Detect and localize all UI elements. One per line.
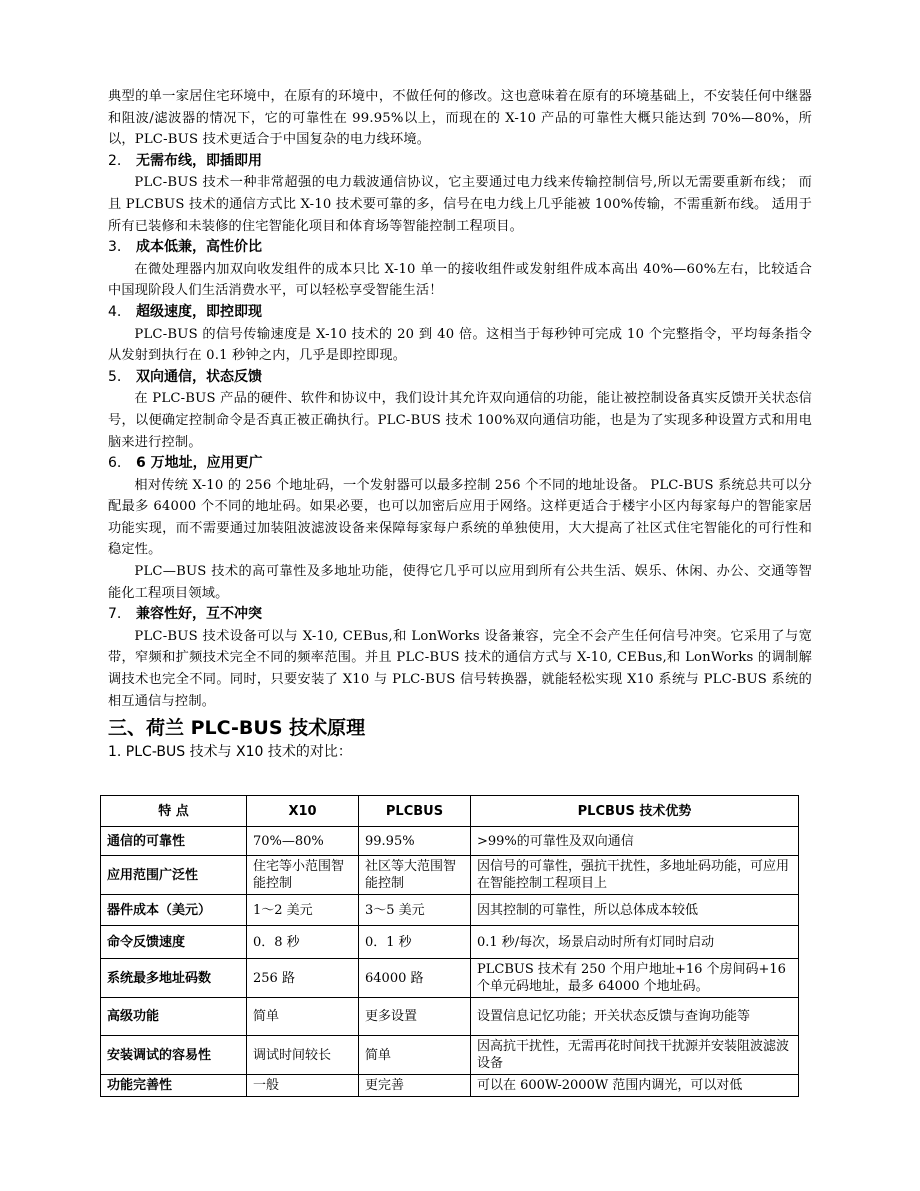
- section-2-heading: 2. 无需布线，即插即用: [108, 152, 262, 169]
- row-feature: 系统最多地址码数: [101, 959, 247, 998]
- table-row: [101, 998, 799, 1036]
- row-feature: 应用范围广泛性: [101, 856, 247, 895]
- section-4-heading: 4. 超级速度，即控即现: [108, 303, 262, 320]
- section-3-heading: 3. 成本低兼，高性价比: [108, 239, 262, 256]
- row-plcbus: 64000 路: [359, 959, 471, 998]
- header-feature: 特 点: [101, 796, 247, 827]
- row-advantage: 因信号的可靠性，强抗干扰性，多地址码功能，可应用在智能控制工程项目上: [471, 856, 799, 895]
- row-x10: 简单: [247, 998, 359, 1036]
- table-row: [101, 827, 799, 856]
- table-row: [101, 926, 799, 959]
- row-feature: 安装调试的容易性: [101, 1036, 247, 1075]
- row-x10: 住宅等小范围智能控制: [247, 856, 359, 895]
- row-x10: 一般: [247, 1075, 359, 1097]
- row-advantage: PLCBUS 技术有 250 个用户地址+16 个房间码+16 个单元码地址，最多 64000 个地址码。: [471, 959, 799, 998]
- table-row: [101, 1075, 799, 1097]
- row-x10: 1～2 美元: [247, 895, 359, 926]
- section-7-heading: 7. 兼容性好，互不冲突: [108, 606, 262, 623]
- section-6-body: 相对传统 X-10 的 256 个地址码，一个发射器可以最多控制 256 个不同的地址设备。 PLC-BUS 系统总共可以分配最多 64000 个不同的地址码。如果必要，也可以加密后应用于网络。这样更适合于楼宇小区内每家每户的智能家居功能实现，而不需要通过加装阻波滤波设备来保障每家每户系统的单独使用，大大提高了社区式住宅智能化的可行性和稳定性。: [108, 477, 812, 558]
- row-x10: 256 路: [247, 959, 359, 998]
- table-row: [101, 959, 799, 998]
- row-feature: 器件成本（美元）: [101, 895, 247, 926]
- table-row: [101, 856, 799, 895]
- row-advantage: >99%的可靠性及双向通信: [471, 827, 799, 856]
- comparison-table: [100, 795, 799, 1097]
- row-advantage: 因高抗干扰性，无需再花时间找干扰源并安装阻波滤波设备: [471, 1036, 799, 1075]
- row-plcbus: 社区等大范围智能控制: [359, 856, 471, 895]
- comparison-subtitle: 1. PLC-BUS 技术与 X10 技术的对比：: [108, 744, 352, 761]
- document-body: [108, 86, 812, 764]
- section-6-body-2: PLC—BUS 技术的高可靠性及多地址功能，使得它几乎可以应用到所有公共生活、娱乐、休闲、办公、交通等智能化工程项目领域。: [108, 564, 812, 601]
- header-plcbus: PLCBUS: [359, 796, 471, 827]
- row-plcbus: 更完善: [359, 1075, 471, 1097]
- section-5-body: 在 PLC-BUS 产品的硬件、软件和协议中，我们设计其允许双向通信的功能，能让被控制设备真实反馈开关状态信号，以便确定控制命令是否真正被正确执行。PLC-BUS 技术 100%双向通信功能，也是为了实现多种设置方式和用电脑来进行控制。: [108, 391, 812, 450]
- row-plcbus: 简单: [359, 1036, 471, 1075]
- row-feature: 高级功能: [101, 998, 247, 1036]
- row-x10: 70%—80%: [247, 827, 359, 856]
- row-advantage: 设置信息记忆功能；开关状态反馈与查询功能等: [471, 998, 799, 1036]
- table-row: [101, 1036, 799, 1075]
- intro-paragraph: 典型的单一家居住宅环境中，在原有的环境中，不做任何的修改。这也意味着在原有的环境基础上，不安装任何中继器和阻波/滤波器的情况下，它的可靠性在 99.95%以上，而现在的 X-10 产品的可靠性大概只能达到 70%—80%，所以，PLC-BUS 技术更适合于中国复杂的电力线环境。: [108, 89, 812, 148]
- section-7-body: PLC-BUS 技术设备可以与 X-10, CEBus,和 LonWorks 设备兼容，完全不会产生任何信号冲突。它采用了与宽带，窄频和扩频技术完全不同的频率范围。并且 PLC-BUS 技术的通信方式与 X-10, CEBus,和 LonWorks 的调制解调技术也完全不同。同时，只要安装了 X10 与 PLC-BUS 信号转换器，就能轻松实现 X10 系统与 PLC-BUS 系统的相互通信与控制。: [108, 628, 812, 709]
- row-feature: 通信的可靠性: [101, 827, 247, 856]
- header-x10: X10: [247, 796, 359, 827]
- row-plcbus: 0．1 秒: [359, 926, 471, 959]
- row-x10: 调试时间较长: [247, 1036, 359, 1075]
- table-header-row: [101, 796, 799, 827]
- row-advantage: 0.1 秒/每次，场景启动时所有灯同时启动: [471, 926, 799, 959]
- section-5-heading: 5. 双向通信，状态反馈: [108, 368, 262, 385]
- section-4-body: PLC-BUS 的信号传输速度是 X-10 技术的 20 到 40 倍。这相当于每秒钟可完成 10 个完整指令，平均每条指令从发射到执行在 0.1 秒钟之内，几乎是即控即现。: [108, 326, 812, 364]
- section-2-body: PLC-BUS 技术一种非常超强的电力载波通信协议，它主要通过电力线来传输控制信号,所以无需要重新布线； 而且 PLCBUS 技术的通信方式比 X-10 技术要可靠的多，信号在电力线上几乎能被 100%传输，不需重新布线。 适用于所有已装修和未装修的住宅智能化项目和体育场等智能控制工程项目。: [108, 175, 812, 234]
- table-row: [101, 895, 799, 926]
- row-advantage: 因其控制的可靠性，所以总体成本较低: [471, 895, 799, 926]
- row-feature: 功能完善性: [101, 1075, 247, 1097]
- row-advantage: 可以在 600W-2000W 范围内调光，可以对低: [471, 1075, 799, 1097]
- section-3-body: 在微处理器内加双向收发组件的成本只比 X-10 单一的接收组件或发射组件成本高出 40%—60%左右，比较适合中国现阶段人们生活消费水平，可以轻松享受智能生活！: [108, 261, 812, 299]
- chapter-3-title: 三、荷兰 PLC-BUS 技术原理: [108, 717, 366, 740]
- row-feature: 命令反馈速度: [101, 926, 247, 959]
- row-x10: 0．8 秒: [247, 926, 359, 959]
- row-plcbus: 99.95%: [359, 827, 471, 856]
- section-6-heading: 6. 6 万地址，应用更广: [108, 455, 263, 472]
- row-plcbus: 更多设置: [359, 998, 471, 1036]
- header-advantage: PLCBUS 技术优势: [471, 796, 799, 827]
- row-plcbus: 3～5 美元: [359, 895, 471, 926]
